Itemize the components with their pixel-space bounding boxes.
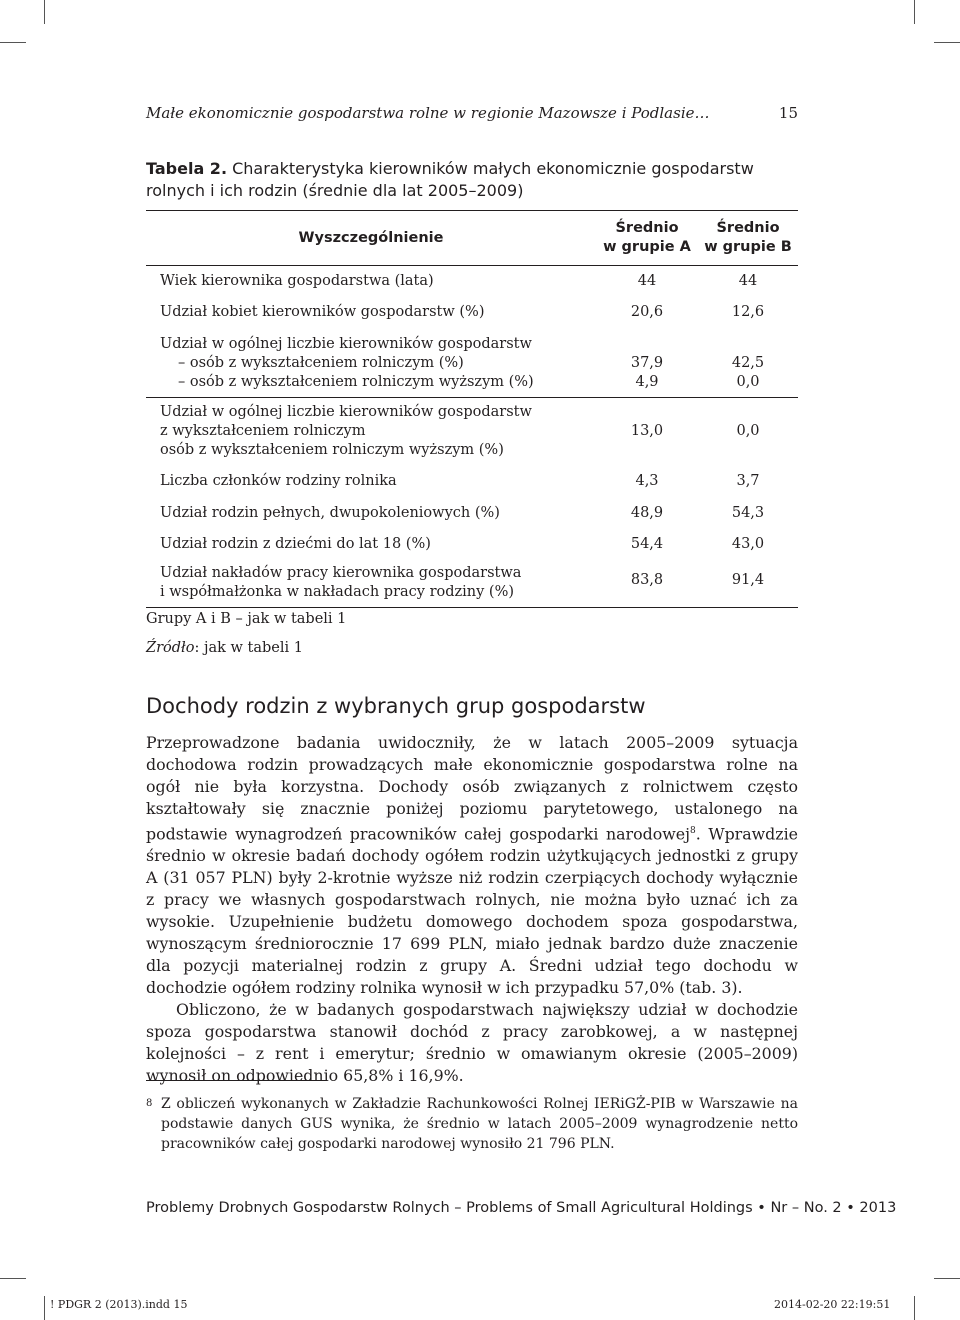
table-row: Udział rodzin pełnych, dwupokoleniowych (%) 48,9 54,3 xyxy=(160,505,765,521)
table-row: Udział w ogólnej liczbie kierowników gospodarstw xyxy=(160,335,532,352)
table-row: Udział nakładów pracy kierownika gospodarstwa i współmałżonka w nakładach pracy rodziny (%) 83,8 91,4 xyxy=(146,560,798,608)
data-table xyxy=(146,210,798,608)
body-text xyxy=(146,732,798,1087)
footnote-marker: 8 xyxy=(146,1098,153,1109)
table-subrow: – osób z wykształceniem rolniczym (%) 37,9 42,5 xyxy=(178,354,765,371)
col-header-label: Wyszczególnienie xyxy=(146,211,596,266)
table-caption-text: Charakterystyka kierowników małych ekonomicznie gospodarstw rolnych i ich rodzin (średnie dla lat 2005–2009) xyxy=(146,159,754,200)
crop-mark xyxy=(934,1278,960,1279)
slug-date: 2014-02-20 22:19:51 xyxy=(774,1298,891,1311)
col-header-group-a: Średnio w grupie A xyxy=(596,211,698,266)
table-row: Liczba członków rodziny rolnika 4,3 3,7 xyxy=(160,473,760,489)
crop-mark xyxy=(914,1296,915,1320)
section-title: Dochody rodzin z wybranych grup gospodarstw xyxy=(146,694,646,718)
table-row: Wiek kierownika gospodarstwa (lata) 44 44 xyxy=(160,272,758,289)
table-caption xyxy=(146,158,802,202)
paragraph: Przeprowadzone badania uwidoczniły, że w latach 2005–2009 sytuacja dochodowa rodzin prowadzących małe ekonomicznie gospodarstwa rolne na ogół nie była korzystna. Dochody osób związanych z rolnictwem często kształtowały się znacznie poniżej poziomu parytetowego, ustalonego na podstawie wynagrodzeń pracowników całej gospodarki narodowej$^8$. Wprawdzie średnio w okresie badań dochody ogółem rodzin użytkujących jednostki z grupy A (31 057 PLN) były 2-krotnie wyższe niż rodzin czerpiących dochody wyłącznie z pracy we własnych gospodarstwach rolnych, nie można było uznać ich za wysokie. Uzupełnienie budżetu domowego dochodem spoza gospodarstwa, wynoszącym średniorocznie 17 699 PLN, miało jednak bardzo duże znaczenie dla pozycji materialnej rodzin z grupy A. Średni udział tego dochodu w dochodzie ogółem rodziny rolnika wynosił w ich przypadku 57,0% (tab. 3). xyxy=(146,733,799,998)
journal-footer: Problemy Drobnych Gospodarstw Rolnych – Problems of Small Agricultural Holdings • Nr – No. 2 • 2013 xyxy=(146,1200,897,1216)
table-note-groups: Grupy A i B – jak w tabeli 1 xyxy=(146,611,347,627)
table-source xyxy=(146,640,303,656)
running-header xyxy=(146,104,798,122)
col-header-group-b: Średnio w grupie B xyxy=(698,211,798,266)
table-row: Udział rodzin z dziećmi do lat 18 (%) 54,4 43,0 xyxy=(160,536,765,552)
source-text: : jak w tabeli 1 xyxy=(194,640,303,656)
crop-mark xyxy=(44,1296,45,1320)
slug-file: ! PDGR 2 (2013).indd 15 xyxy=(50,1298,188,1311)
running-header-title: Małe ekonomicznie gospodarstwa rolne w regionie Mazowsze i Podlasie… xyxy=(146,104,710,122)
table-subrow: – osób z wykształceniem rolniczym wyższym (%) 4,9 0,0 xyxy=(146,373,798,398)
footnote-text: Z obliczeń wykonanych w Zakładzie Rachunkowości Rolnej IERiGŻ-PIB w Warszawie na podstawie danych GUS wynika, że średnio w latach 2005–2009 wynagrodzenie netto pracowników całej gospodarki narodowej wynosiło 21 796 PLN. xyxy=(161,1096,798,1152)
crop-mark xyxy=(934,42,960,43)
table-row: Udział kobiet kierowników gospodarstw (%) 20,6 12,6 xyxy=(160,304,765,320)
footnote-ref: 8 xyxy=(690,826,696,836)
crop-mark xyxy=(0,42,26,43)
footnote xyxy=(146,1094,798,1154)
crop-mark xyxy=(914,0,915,24)
table-caption-label: Tabela 2. xyxy=(146,159,228,178)
crop-mark xyxy=(44,0,45,24)
crop-mark xyxy=(0,1278,26,1279)
paragraph: Obliczono, że w badanych gospodarstwach największy udział w dochodzie spoza gospodarstwa stanowił dochód z pracy zarobkowej, a w następnej kolejności – z rent i emerytur; średnio w omawianym okresie (2005–2009) wynosił on odpowiednio 65,8% i 16,9%. xyxy=(146,1000,798,1086)
footnote-separator xyxy=(146,1080,326,1081)
source-label: Źródło xyxy=(146,640,195,656)
table-row: Udział w ogólnej liczbie kierowników gospodarstw z wykształceniem rolniczym osób z wykształceniem rolniczym wyższym (%) 13,0 0,0 xyxy=(160,404,760,459)
page-number: 15 xyxy=(778,104,798,122)
